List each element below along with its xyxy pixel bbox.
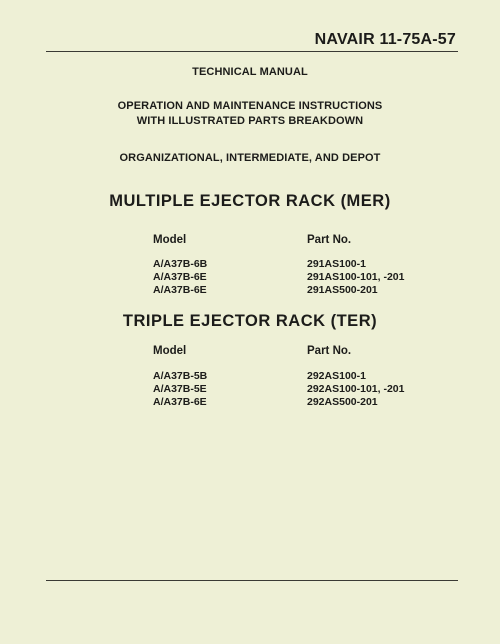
section-title-ter: TRIPLE EJECTOR RACK (TER) [122, 312, 378, 330]
ter-model-1: A/A37B-5B [153, 370, 208, 382]
manual-type: TECHNICAL MANUAL [192, 66, 308, 78]
mer-model-1: A/A37B-6B [153, 258, 208, 270]
section-title-mer: MULTIPLE EJECTOR RACK (MER) [109, 192, 391, 210]
mer-part-1: 291AS100-1 [307, 258, 366, 270]
ter-part-2: 292AS100-101, -201 [307, 383, 405, 395]
subtitle-line-2: WITH ILLUSTRATED PARTS BREAKDOWN [136, 115, 364, 127]
ter-part-1: 292AS100-1 [307, 370, 366, 382]
ter-model-2: A/A37B-5E [153, 383, 207, 395]
model-column-header: Model [153, 234, 187, 246]
ter-part-3: 292AS500-201 [307, 396, 378, 408]
part-column-header: Part No. [307, 234, 352, 246]
top-rule [46, 51, 458, 52]
mer-part-2: 291AS100-101, -201 [307, 271, 405, 283]
mer-model-2: A/A37B-6E [153, 271, 207, 283]
mer-part-3: 291AS500-201 [307, 284, 378, 296]
document-number: NAVAIR 11-75A-57 [314, 31, 456, 48]
subtitle-line-1: OPERATION AND MAINTENANCE INSTRUCTIONS [117, 100, 383, 112]
bottom-rule [46, 580, 458, 581]
maintenance-levels: ORGANIZATIONAL, INTERMEDIATE, AND DEPOT [119, 152, 381, 164]
ter-model-3: A/A37B-6E [153, 396, 207, 408]
mer-model-3: A/A37B-6E [153, 284, 207, 296]
part-column-header: Part No. [307, 345, 352, 357]
model-column-header: Model [153, 345, 187, 357]
